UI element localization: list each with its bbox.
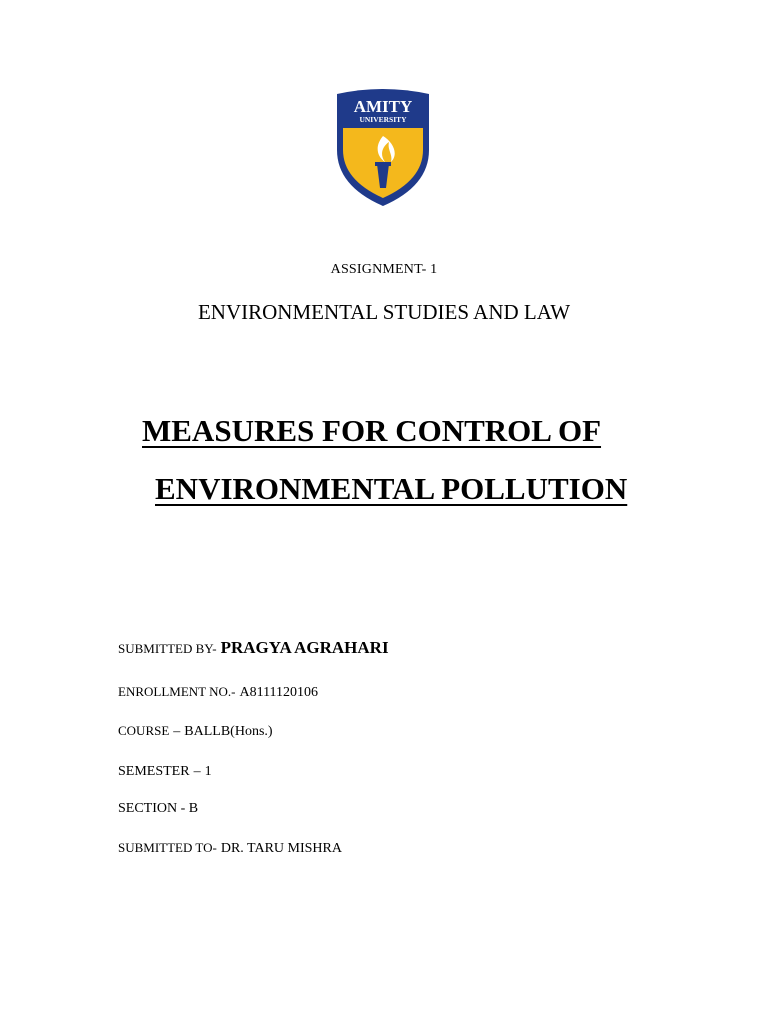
semester-label: SEMESTER — [118, 764, 190, 779]
subject-heading: ENVIRONMENTAL STUDIES AND LAW — [197, 300, 571, 324]
enrollment-number: A8111120106 — [239, 685, 319, 700]
section-label: SECTION - B — [118, 801, 199, 816]
semester-row — [118, 762, 212, 780]
course-row — [118, 722, 273, 740]
submitted-to-label: SUBMITTED TO- — [118, 840, 217, 855]
course-separator: – — [173, 724, 181, 739]
student-name: PRAGYA AGRAHARI — [220, 638, 389, 657]
logo-subtitle: UNIVERSITY — [359, 115, 407, 124]
title-line-1: MEASURES FOR CONTROL OF — [142, 413, 602, 448]
enrollment-row — [118, 683, 318, 701]
semester-separator: – — [193, 764, 201, 779]
submitted-by-row — [118, 638, 389, 658]
logo-name: AMITY — [353, 97, 413, 116]
submitted-to-row — [118, 839, 342, 857]
faculty-name: DR. TARU MISHRA — [220, 841, 342, 856]
course-label: COURSE — [118, 723, 170, 738]
semester-value: 1 — [204, 764, 212, 779]
amity-shield-icon — [333, 88, 433, 208]
assignment-number: ASSIGNMENT- 1 — [330, 262, 438, 277]
enrollment-label: ENROLLMENT NO.- — [118, 684, 236, 699]
section-row — [118, 799, 198, 817]
title-line-2: ENVIRONMENTAL POLLUTION — [155, 471, 628, 506]
amity-university-logo — [333, 88, 433, 208]
submitted-by-label: SUBMITTED BY- — [118, 641, 217, 656]
course-value: BALLB(Hons.) — [184, 724, 273, 739]
